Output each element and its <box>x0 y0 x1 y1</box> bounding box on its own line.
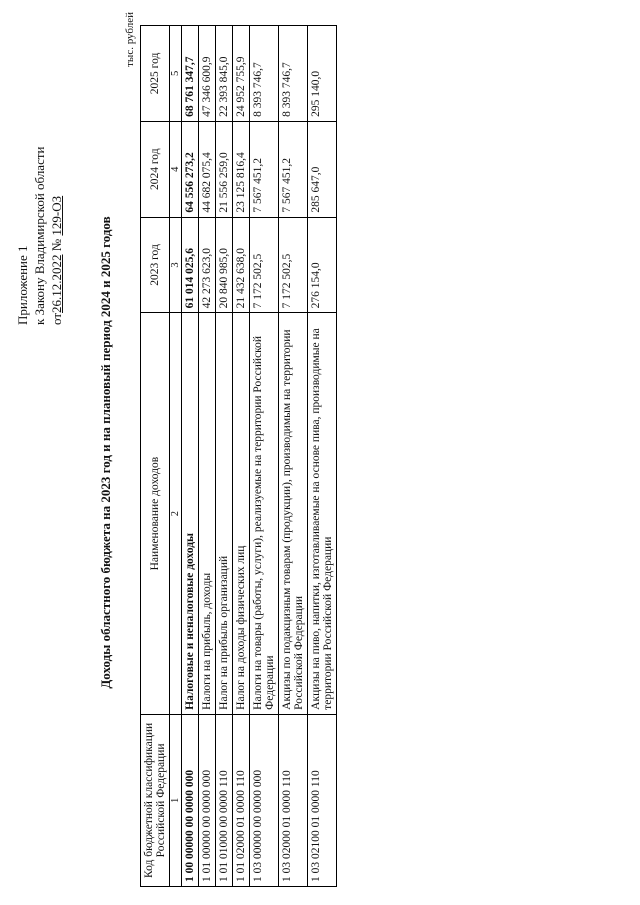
row-value-2024: 44 682 075,4 <box>199 121 216 217</box>
row-value-2023: 21 432 638,0 <box>233 217 250 313</box>
row-value-2024: 285 647,0 <box>308 121 337 217</box>
column-index: 2 <box>170 313 182 714</box>
row-code: 1 03 02100 01 0000 110 <box>308 714 337 886</box>
units-label: тыс. рублей <box>124 12 136 67</box>
table-row <box>182 26 199 887</box>
row-code: 1 00 00000 00 0000 000 <box>182 714 199 886</box>
table-row <box>199 26 216 887</box>
row-value-2023: 7 172 502,5 <box>279 217 308 313</box>
row-code: 1 03 00000 00 0000 000 <box>250 714 279 886</box>
row-value-2025: 47 346 600,9 <box>199 26 216 122</box>
row-value-2024: 7 567 451,2 <box>279 121 308 217</box>
row-code: 1 01 00000 00 0000 000 <box>199 714 216 886</box>
table-header-row <box>141 26 170 887</box>
row-name: Налоги на товары (работы, услуги), реализуемые на территории Российской Федерации <box>250 313 279 714</box>
row-value-2024: 21 556 259,0 <box>216 121 233 217</box>
appendix-block <box>14 147 65 325</box>
row-value-2025: 295 140,0 <box>308 26 337 122</box>
row-value-2023: 42 273 623,0 <box>199 217 216 313</box>
column-index: 5 <box>170 26 182 122</box>
table-row <box>250 26 279 887</box>
law-date-line <box>48 147 65 325</box>
law-date: 26.12.2022 <box>49 254 64 313</box>
date-prefix: от <box>49 312 64 325</box>
row-code: 1 01 01000 00 0000 110 <box>216 714 233 886</box>
number-prefix: № <box>49 238 64 252</box>
row-value-2023: 20 840 985,0 <box>216 217 233 313</box>
row-value-2023: 7 172 502,5 <box>250 217 279 313</box>
table-row <box>216 26 233 887</box>
column-index-row <box>170 26 182 887</box>
column-index: 1 <box>170 714 182 886</box>
row-value-2024: 64 556 273,2 <box>182 121 199 217</box>
row-value-2023: 276 154,0 <box>308 217 337 313</box>
column-index: 4 <box>170 121 182 217</box>
row-value-2025: 8 393 746,7 <box>250 26 279 122</box>
row-name: Акцизы по подакцизным товарам (продукции), производимым на территории Российской Федерации <box>279 313 308 714</box>
income-table <box>140 25 337 887</box>
table-row <box>308 26 337 887</box>
document-title: Доходы областного бюджета на 2023 год и на плановый период 2024 и 2025 годов <box>98 216 113 689</box>
row-value-2024: 7 567 451,2 <box>250 121 279 217</box>
row-code: 1 03 02000 01 0000 110 <box>279 714 308 886</box>
header-2025: 2025 год <box>141 26 170 122</box>
header-name: Наименование доходов <box>141 313 170 714</box>
row-value-2023: 61 014 025,6 <box>182 217 199 313</box>
row-code: 1 01 02000 01 0000 110 <box>233 714 250 886</box>
appendix-title: Приложение 1 <box>15 245 30 325</box>
law-line: к Закону Владимирской области <box>32 146 47 325</box>
table-row <box>279 26 308 887</box>
row-name: Акцизы на пиво, напитки, изготавливаемые на основе пива, производимые на территории Российской Федерации <box>308 313 337 714</box>
law-number: 129-ОЗ <box>49 195 64 236</box>
row-value-2025: 8 393 746,7 <box>279 26 308 122</box>
row-value-2025: 22 393 845,0 <box>216 26 233 122</box>
header-2023: 2023 год <box>141 217 170 313</box>
row-name: Налог на прибыль организаций <box>216 313 233 714</box>
row-name: Налог на доходы физических лиц <box>233 313 250 714</box>
row-value-2025: 68 761 347,7 <box>182 26 199 122</box>
column-index: 3 <box>170 217 182 313</box>
header-2024: 2024 год <box>141 121 170 217</box>
row-name: Налоги на прибыль, доходы <box>199 313 216 714</box>
header-code: Код бюджетной классификации Российской Федерации <box>141 714 170 886</box>
row-value-2025: 24 952 755,9 <box>233 26 250 122</box>
table-row <box>233 26 250 887</box>
row-name: Налоговые и неналоговые доходы <box>182 313 199 714</box>
row-value-2024: 23 125 816,4 <box>233 121 250 217</box>
